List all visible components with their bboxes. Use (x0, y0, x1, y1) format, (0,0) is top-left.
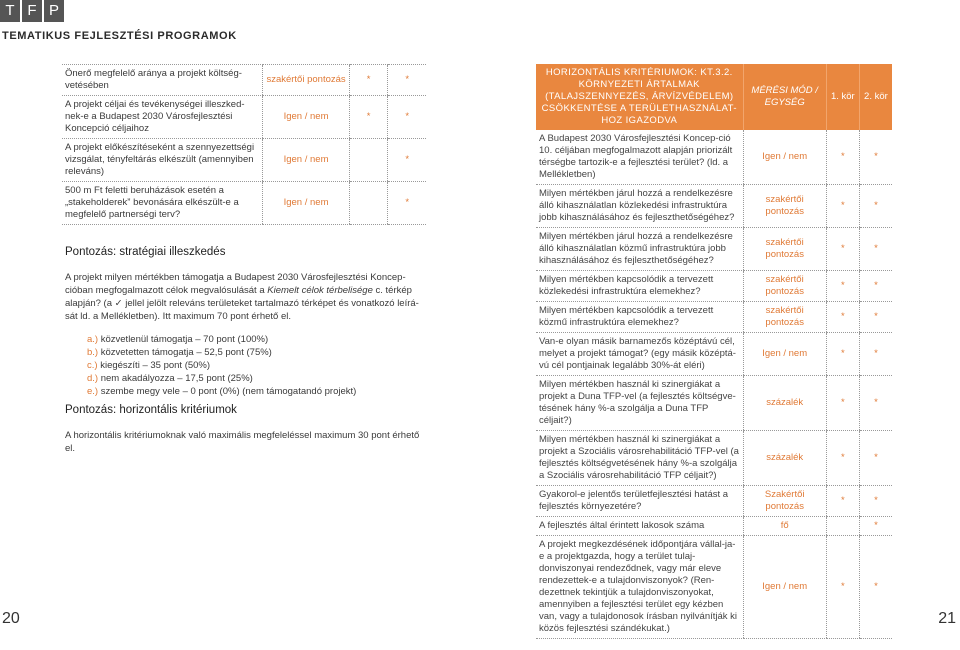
round1-cell: * (826, 431, 859, 486)
criterion-text: Milyen mértékben kapcsolódik a tervezett közmű infrastruktúra elemekhez? (536, 302, 743, 333)
criterion-text: A projekt céljai és tevékenységei illeszked-nek-e a Budapest 2030 Városfejlesztési Koncepció céljaihoz (62, 96, 263, 139)
option-text: szembe megy vele – 0 pont (0%) (nem támogatandó projekt) (98, 386, 357, 397)
measure-cell: szakértői pontozás (743, 228, 826, 271)
round2-cell: * (859, 333, 892, 376)
criterion-text: Milyen mértékben kapcsolódik a tervezett közlekedési infrastruktúra elemekhez? (536, 271, 743, 302)
round2-cell: * (859, 517, 892, 536)
table-row (536, 536, 892, 639)
table-row (536, 486, 892, 517)
round2-cell: * (859, 185, 892, 228)
option-text: nem akadályozza – 17,5 pont (25%) (98, 373, 253, 384)
criterion-text: Önerő megfelelő aránya a projekt költség-vetésében (62, 65, 263, 96)
option-text: kiegészíti – 35 pont (50%) (97, 360, 211, 371)
round1-cell (349, 139, 388, 182)
logo-letter-p: P (44, 0, 64, 22)
strategic-heading: Pontozás: stratégiai illeszkedés (65, 246, 226, 258)
round2-cell: * (859, 431, 892, 486)
option-letter: c.) (87, 360, 98, 371)
logo-letter-f: F (22, 0, 42, 22)
horizontal-heading: Pontozás: horizontális kritériumok (65, 404, 237, 416)
strategic-options (65, 333, 430, 398)
round2-cell: * (388, 65, 426, 96)
criterion-text: Milyen mértékben járul hozzá a rendelkezésre álló kihasználatlan közmű infrastruktúra jobb kihasználásához és fejleszthetőségéhez? (536, 228, 743, 271)
criterion-text: Van-e olyan másik barnamezős középtávú cél, melyet a projekt támogat? (egy másik középtá-vú cél pontjainak legalább 30%-át eléri) (536, 333, 743, 376)
table-header-row (536, 64, 892, 130)
measure-cell: Igen / nem (743, 333, 826, 376)
measure-cell: Igen / nem (263, 96, 350, 139)
measure-cell: Igen / nem (743, 536, 826, 639)
option-text: közvetetten támogatja – 52,5 pont (75%) (98, 347, 272, 358)
round2-cell: * (859, 376, 892, 431)
measure-cell: Igen / nem (263, 182, 350, 225)
round2-cell: * (859, 228, 892, 271)
round1-cell (349, 182, 388, 225)
measure-cell: fő (743, 517, 826, 536)
header-title (536, 64, 743, 130)
table-row (536, 333, 892, 376)
program-title: TEMATIKUS FEJLESZTÉSI PROGRAMOK (2, 30, 237, 42)
option-text: közvetlenül támogatja – 70 pont (100%) (98, 334, 269, 345)
tfp-logo (0, 0, 64, 22)
list-item (87, 333, 430, 346)
round1-cell: * (826, 486, 859, 517)
strategic-body-part1: A projekt milyen mértékben támogatja a Budapest 2030 Városfejlesztési Koncep-cióban megfogalmazott célok megvalósulását a (65, 272, 406, 296)
header-title-line1: HORIZONTÁLIS KRITÉRIUMOK: KT.3.2. (545, 67, 733, 78)
option-letter: b.) (87, 347, 99, 358)
round2-cell: * (859, 536, 892, 639)
list-item (87, 372, 430, 385)
header-measure: MÉRÉSI MÓD / EGYSÉG (743, 64, 826, 130)
strategic-body (65, 271, 430, 323)
list-item (87, 346, 430, 359)
criterion-text: 500 m Ft feletti beruházások esetén a „stakeholderek” bevonására elkészült-e a megfelelő partnerségi terv? (62, 182, 263, 225)
strategic-body-part2: c. térkép alapján? (a ✓ jellel jelölt releváns területeket tartalmazó térképet és vonatkozó leírá-sát ld. a Mellékletben). Itt maximum 70 pont érhető el. (65, 285, 419, 322)
page-number-right: 21 (938, 610, 956, 627)
list-item (87, 359, 430, 372)
list-item (87, 385, 430, 398)
measure-cell: Szakértői pontozás (743, 486, 826, 517)
measure-cell: Igen / nem (263, 139, 350, 182)
measure-cell: szakértői pontozás (743, 302, 826, 333)
table-row (536, 228, 892, 271)
strategic-section (65, 246, 430, 455)
measure-cell: Igen / nem (743, 130, 826, 185)
logo-letter-t: T (0, 0, 20, 22)
horizontal-criteria-table (536, 64, 892, 639)
measure-cell: szakértői pontozás (743, 271, 826, 302)
option-letter: d.) (87, 373, 99, 384)
table-row (536, 517, 892, 536)
measure-cell: százalék (743, 376, 826, 431)
round1-cell: * (826, 228, 859, 271)
round1-cell: * (826, 271, 859, 302)
round1-cell (826, 517, 859, 536)
round2-cell: * (859, 130, 892, 185)
round2-cell: * (388, 96, 426, 139)
table-row (536, 185, 892, 228)
header-round1: 1. kör (826, 64, 859, 130)
criterion-text: Milyen mértékben használ ki szinergiákat a projekt a Duna TFP-vel (a fejlesztés költségve-tésének hány %-a szolgálja a Duna TFP céljait?) (536, 376, 743, 431)
table-row (62, 96, 426, 139)
round1-cell: * (349, 65, 388, 96)
round2-cell: * (388, 139, 426, 182)
round2-cell: * (388, 182, 426, 225)
criterion-text: A Budapest 2030 Városfejlesztési Koncep-ció 10. céljában megfogalmazott alapján priorizált térségbe tartozik-e a fejlesztési terület? (ld. a Mellékletben) (536, 130, 743, 185)
round1-cell: * (349, 96, 388, 139)
criterion-text: Milyen mértékben járul hozzá a rendelkezésre álló kihasználatlan közlekedési infrastruktúra jobb kihasználásához és fejleszthetőségéhez? (536, 185, 743, 228)
table-row (62, 182, 426, 225)
round1-cell: * (826, 376, 859, 431)
round1-cell: * (826, 302, 859, 333)
round1-cell: * (826, 333, 859, 376)
header-title-line2: KÖRNYEZETI ÁRTALMAK (TALAJSZENNYEZÉS, ÁRVÍZVÉDELEM) CSÖKKENTÉSE A TERÜLETHASZNÁLAT-HOZ IGAZODVA (541, 79, 737, 126)
table-row (536, 376, 892, 431)
table-row (62, 139, 426, 182)
criterion-text: Gyakorol-e jelentős területfejlesztési hatást a fejlesztés környezetére? (536, 486, 743, 517)
round2-cell: * (859, 486, 892, 517)
header-round2: 2. kör (859, 64, 892, 130)
table-row (536, 130, 892, 185)
round2-cell: * (859, 302, 892, 333)
round1-cell: * (826, 130, 859, 185)
round1-cell: * (826, 536, 859, 639)
criterion-text: A projekt előkészítéseként a szennyezettségi vizsgálat, tényfeltárás elkészült (amennyiben releváns) (62, 139, 263, 182)
table-row (62, 65, 426, 96)
strategic-body-italic: Kiemelt célok térbelisége (267, 285, 373, 296)
criterion-text: Milyen mértékben használ ki szinergiákat a projekt a Szociális városrehabilitáció TFP-vel (a fejlesztés költségvetésének hány %-a szolgálja a Szociális városrehabilitáció TFP céljait?) (536, 431, 743, 486)
left-criteria-table (62, 64, 426, 225)
horizontal-body: A horizontális kritériumoknak való maximális megfeleléssel maximum 30 pont érhető el. (65, 430, 420, 454)
option-letter: a.) (87, 334, 99, 345)
measure-cell: szakértői pontozás (743, 185, 826, 228)
page-number-left: 20 (2, 610, 20, 627)
criterion-text: A fejlesztés által érintett lakosok száma (536, 517, 743, 536)
option-letter: e.) (87, 386, 99, 397)
measure-cell: szakértői pontozás (263, 65, 350, 96)
table-row (536, 431, 892, 486)
table-row (536, 271, 892, 302)
table-row (536, 302, 892, 333)
round1-cell: * (826, 185, 859, 228)
criterion-text: A projekt megkezdésének időpontjára vállal-ja-e a projektgazda, hogy a terület tulaj-donviszonyai rendeződnek, vagy már eleve rendezettek-e a tulajdonviszonyok? (Ren-dezettnek tekintjük a tulajdonviszonyokat, amennyiben a fejlesztési terület egy kézben van, vagy a tulajdonosok írásban nyilvánítják ki közös fejlesztési szándékukat.) (536, 536, 743, 639)
measure-cell: százalék (743, 431, 826, 486)
round2-cell: * (859, 271, 892, 302)
